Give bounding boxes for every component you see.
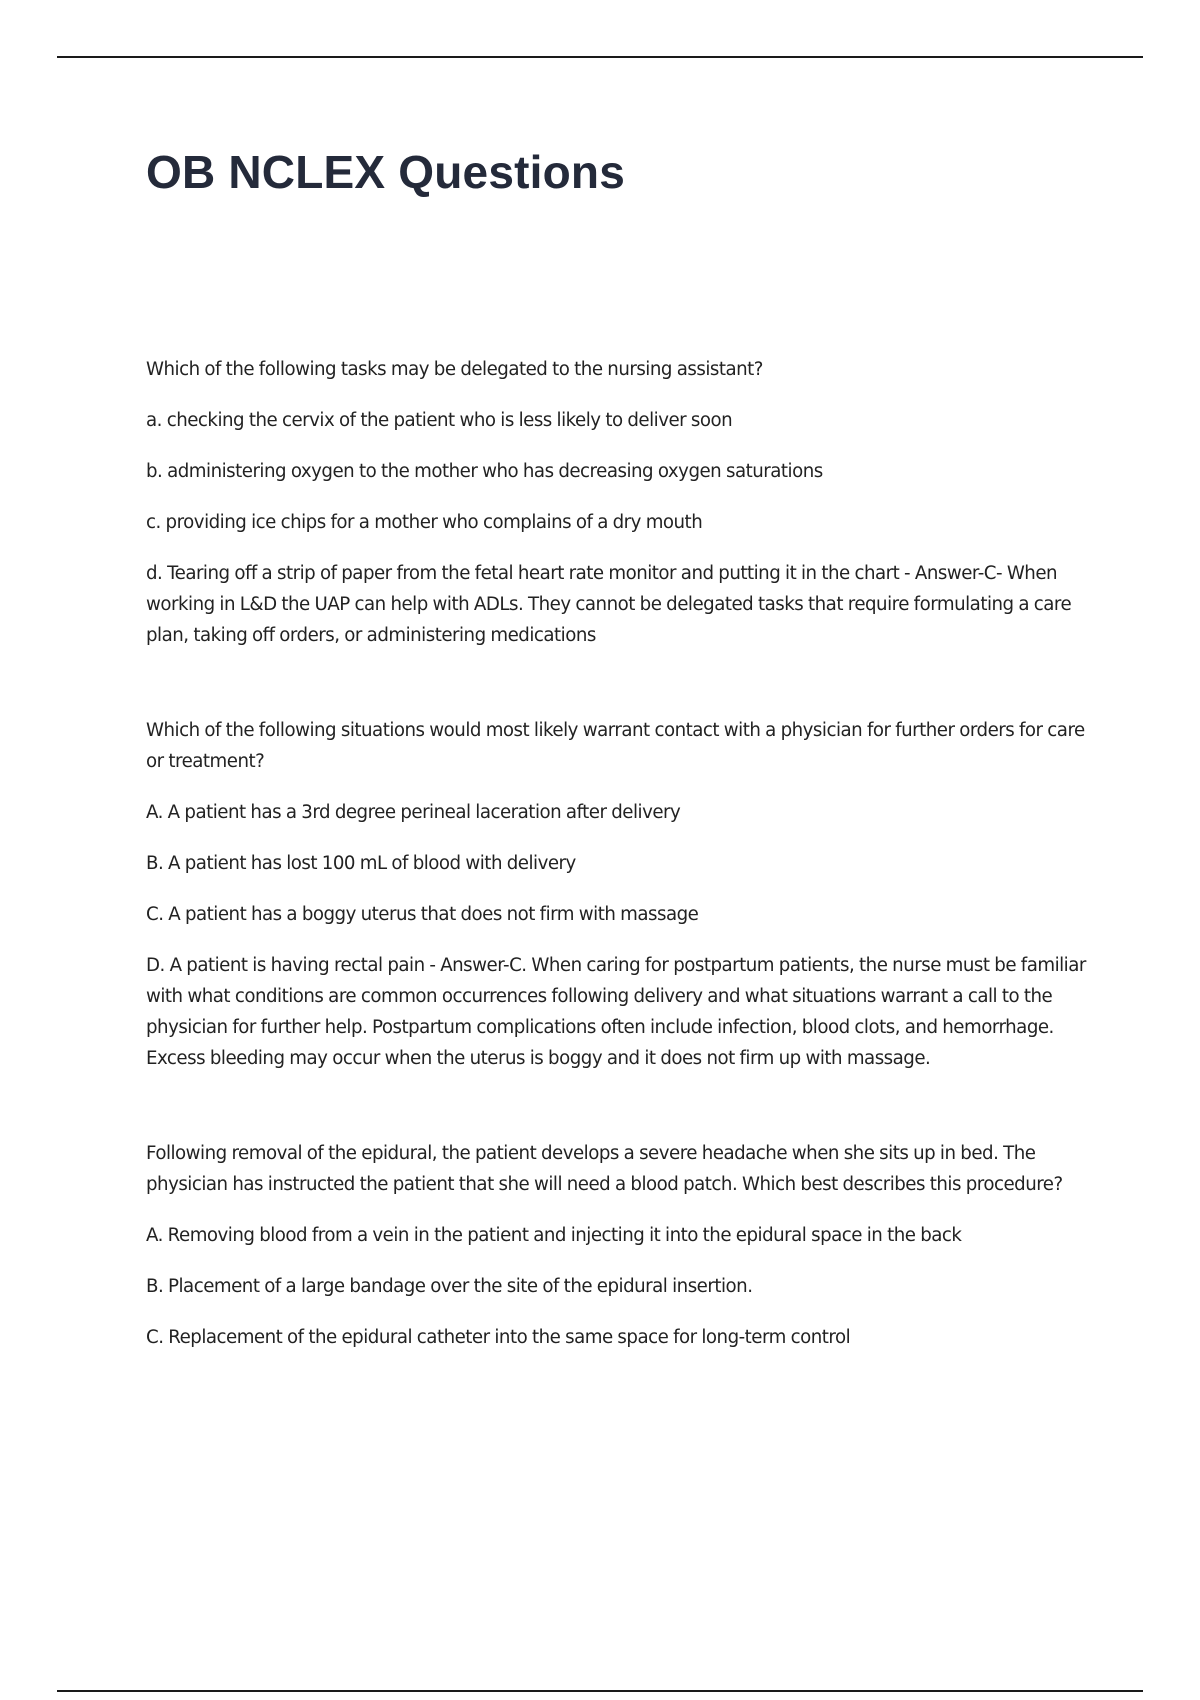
answer-option: b. administering oxygen to the mother who has decreasing oxygen saturations: [146, 461, 823, 482]
question-stem: Which of the following situations would most likely warrant contact with a physician for further orders for care or treatment?: [146, 720, 1085, 772]
answer-option: A. A patient has a 3rd degree perineal laceration after delivery: [146, 802, 681, 823]
answer-option: B. A patient has lost 100 mL of blood with delivery: [146, 853, 576, 874]
answer-option-with-rationale: D. A patient is having rectal pain - Answer-C. When caring for postpartum patients, the nurse must be familiar with what conditions are common occurrences following delivery and what situations warrant a call to the physician for further help. Postpartum complications often include infection, blood clots, and hemorrhage. Excess bleeding may occur when the uterus is boggy and it does not firm up with massage.: [146, 955, 1086, 1069]
answer-option: c. providing ice chips for a mother who complains of a dry mouth: [146, 512, 703, 533]
question-list: [146, 354, 1091, 1373]
answer-option: A. Removing blood from a vein in the patient and injecting it into the epidural space in the back: [146, 1225, 962, 1246]
answer-option: a. checking the cervix of the patient who is less likely to deliver soon: [146, 410, 733, 431]
question-stem: Which of the following tasks may be delegated to the nursing assistant?: [146, 359, 763, 380]
top-rule: [57, 56, 1143, 58]
page-title: OB NCLEX Questions: [146, 146, 625, 198]
answer-option-with-rationale: d. Tearing off a strip of paper from the fetal heart rate monitor and putting it in the chart - Answer-C- When working in L&D the UAP can help with ADLs. They cannot be delegated tasks that require formulating a care plan, taking off orders, or administering medications: [146, 563, 1072, 646]
question-3: [146, 1138, 1091, 1353]
answer-option: C. A patient has a boggy uterus that does not firm with massage: [146, 904, 699, 925]
bottom-rule: [57, 1690, 1143, 1692]
question-2: [146, 715, 1091, 1074]
answer-option: C. Replacement of the epidural catheter into the same space for long-term control: [146, 1327, 851, 1348]
answer-option: B. Placement of a large bandage over the site of the epidural insertion.: [146, 1276, 753, 1297]
question-1: [146, 354, 1091, 651]
question-stem: Following removal of the epidural, the patient develops a severe headache when she sits up in bed. The physician has instructed the patient that she will need a blood patch. Which best describes this procedure?: [146, 1143, 1063, 1195]
